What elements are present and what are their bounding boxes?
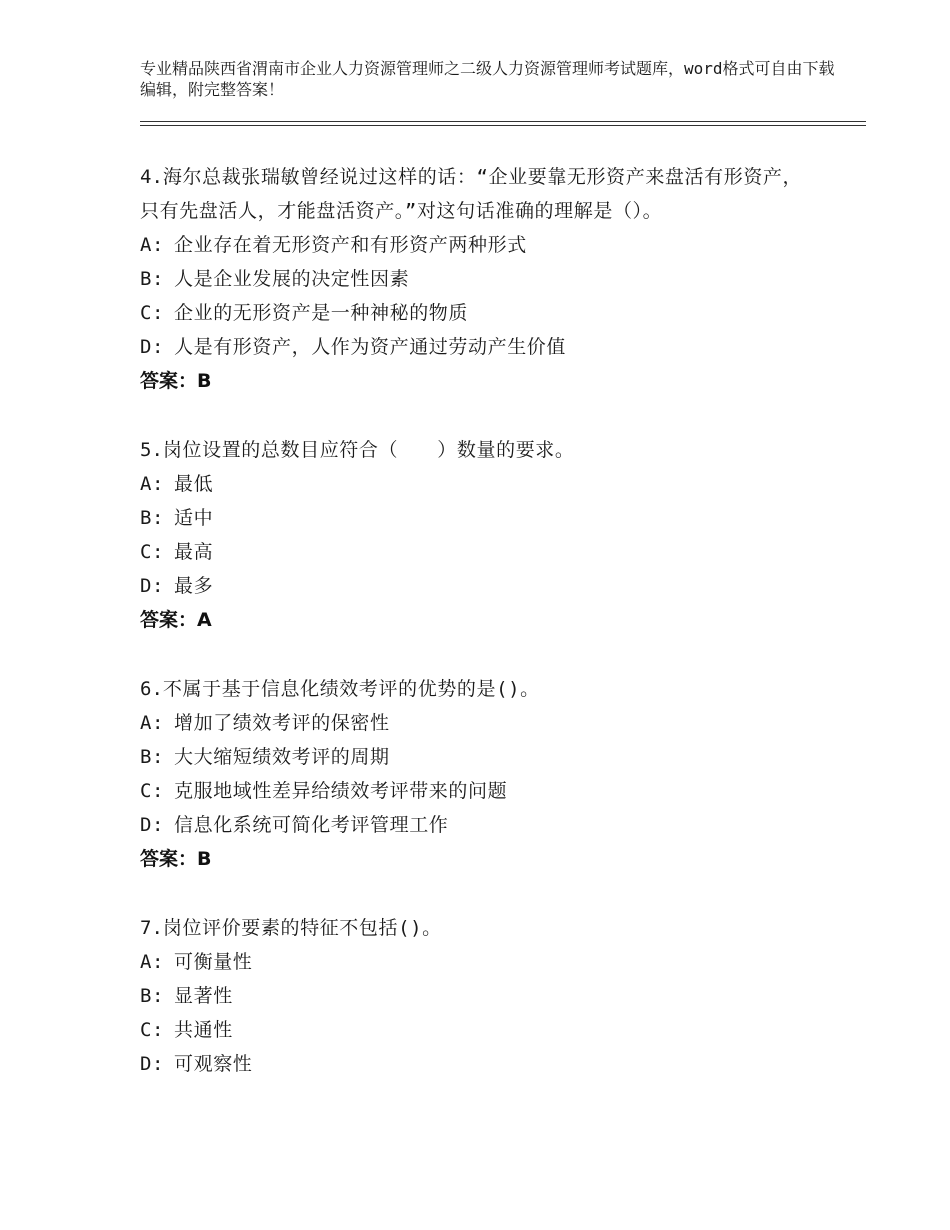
option-letter: C: (140, 541, 165, 563)
option-b (140, 979, 840, 1013)
answer-line: 答案：A (140, 609, 212, 631)
question-number: 7. (140, 917, 163, 939)
question-number: 4. (140, 166, 163, 188)
option-letter: C: (140, 302, 165, 324)
option-text: 最高 (174, 541, 214, 563)
option-b (140, 501, 840, 535)
question-7 (140, 911, 840, 1081)
option-letter: A: (140, 473, 165, 495)
option-letter: A: (140, 951, 165, 973)
option-letter: C: (140, 780, 165, 802)
option-text: 最多 (174, 575, 214, 597)
question-number: 6. (140, 678, 163, 700)
option-d (140, 330, 840, 364)
option-text: 人是有形资产，人作为资产通过劳动产生价值 (174, 336, 567, 358)
option-text: 克服地域性差异给绩效考评带来的问题 (174, 780, 508, 802)
answer-line: 答案：B (140, 848, 212, 870)
option-text: 企业存在着无形资产和有形资产两种形式 (174, 234, 527, 256)
question-stem: 岗位评价要素的特征不包括()。 (162, 917, 442, 939)
option-letter: A: (140, 234, 165, 256)
option-text: 显著性 (174, 985, 233, 1007)
question-6 (140, 672, 840, 876)
question-stem: 不属于基于信息化绩效考评的优势的是()。 (162, 678, 540, 700)
option-letter: D: (140, 1053, 165, 1075)
question-5 (140, 433, 840, 637)
option-text: 可衡量性 (174, 951, 253, 973)
option-d (140, 569, 840, 603)
option-c (140, 296, 840, 330)
question-4 (140, 160, 840, 398)
option-letter: B: (140, 507, 165, 529)
option-c (140, 774, 840, 808)
option-text: 增加了绩效考评的保密性 (174, 712, 390, 734)
question-spacer (140, 876, 840, 911)
option-a (140, 467, 840, 501)
question-stem: 岗位设置的总数目应符合（ ）数量的要求。 (162, 439, 575, 461)
option-letter: D: (140, 336, 165, 358)
option-letter: D: (140, 575, 165, 597)
option-d (140, 808, 840, 842)
option-letter: B: (140, 746, 165, 768)
option-text: 信息化系统可简化考评管理工作 (174, 814, 449, 836)
question-spacer (140, 637, 840, 672)
question-list (140, 160, 840, 1081)
question-spacer (140, 398, 840, 433)
document-header: 专业精品陕西省渭南市企业人力资源管理师之二级人力资源管理师考试题库，word格式可自由下载编辑，附完整答案！ (140, 59, 835, 99)
option-text: 企业的无形资产是一种神秘的物质 (174, 302, 469, 324)
option-text: 最低 (174, 473, 214, 495)
option-text: 共通性 (174, 1019, 233, 1041)
option-text: 大大缩短绩效考评的周期 (174, 746, 390, 768)
option-d (140, 1047, 840, 1081)
question-text (140, 433, 820, 467)
option-letter: C: (140, 1019, 165, 1041)
option-text: 适中 (174, 507, 214, 529)
option-letter: A: (140, 712, 165, 734)
option-letter: B: (140, 985, 165, 1007)
question-stem: 海尔总裁张瑞敏曾经说过这样的话：“企业要靠无形资产来盘活有形资产，只有先盘活人，才能盘活资产。”对这句话准确的理解是（）。 (140, 166, 803, 222)
answer-line: 答案：B (140, 370, 212, 392)
option-a (140, 706, 840, 740)
option-a (140, 228, 840, 262)
option-b (140, 262, 840, 296)
option-letter: D: (140, 814, 165, 836)
option-text: 可观察性 (174, 1053, 253, 1075)
header-rule-bottom (140, 125, 866, 126)
option-c (140, 1013, 840, 1047)
option-b (140, 740, 840, 774)
question-text (140, 672, 820, 706)
header-rule-top (140, 121, 866, 122)
question-text (140, 911, 820, 945)
option-text: 人是企业发展的决定性因素 (174, 268, 410, 290)
option-a (140, 945, 840, 979)
question-text (140, 160, 820, 228)
option-letter: B: (140, 268, 165, 290)
question-number: 5. (140, 439, 163, 461)
option-c (140, 535, 840, 569)
